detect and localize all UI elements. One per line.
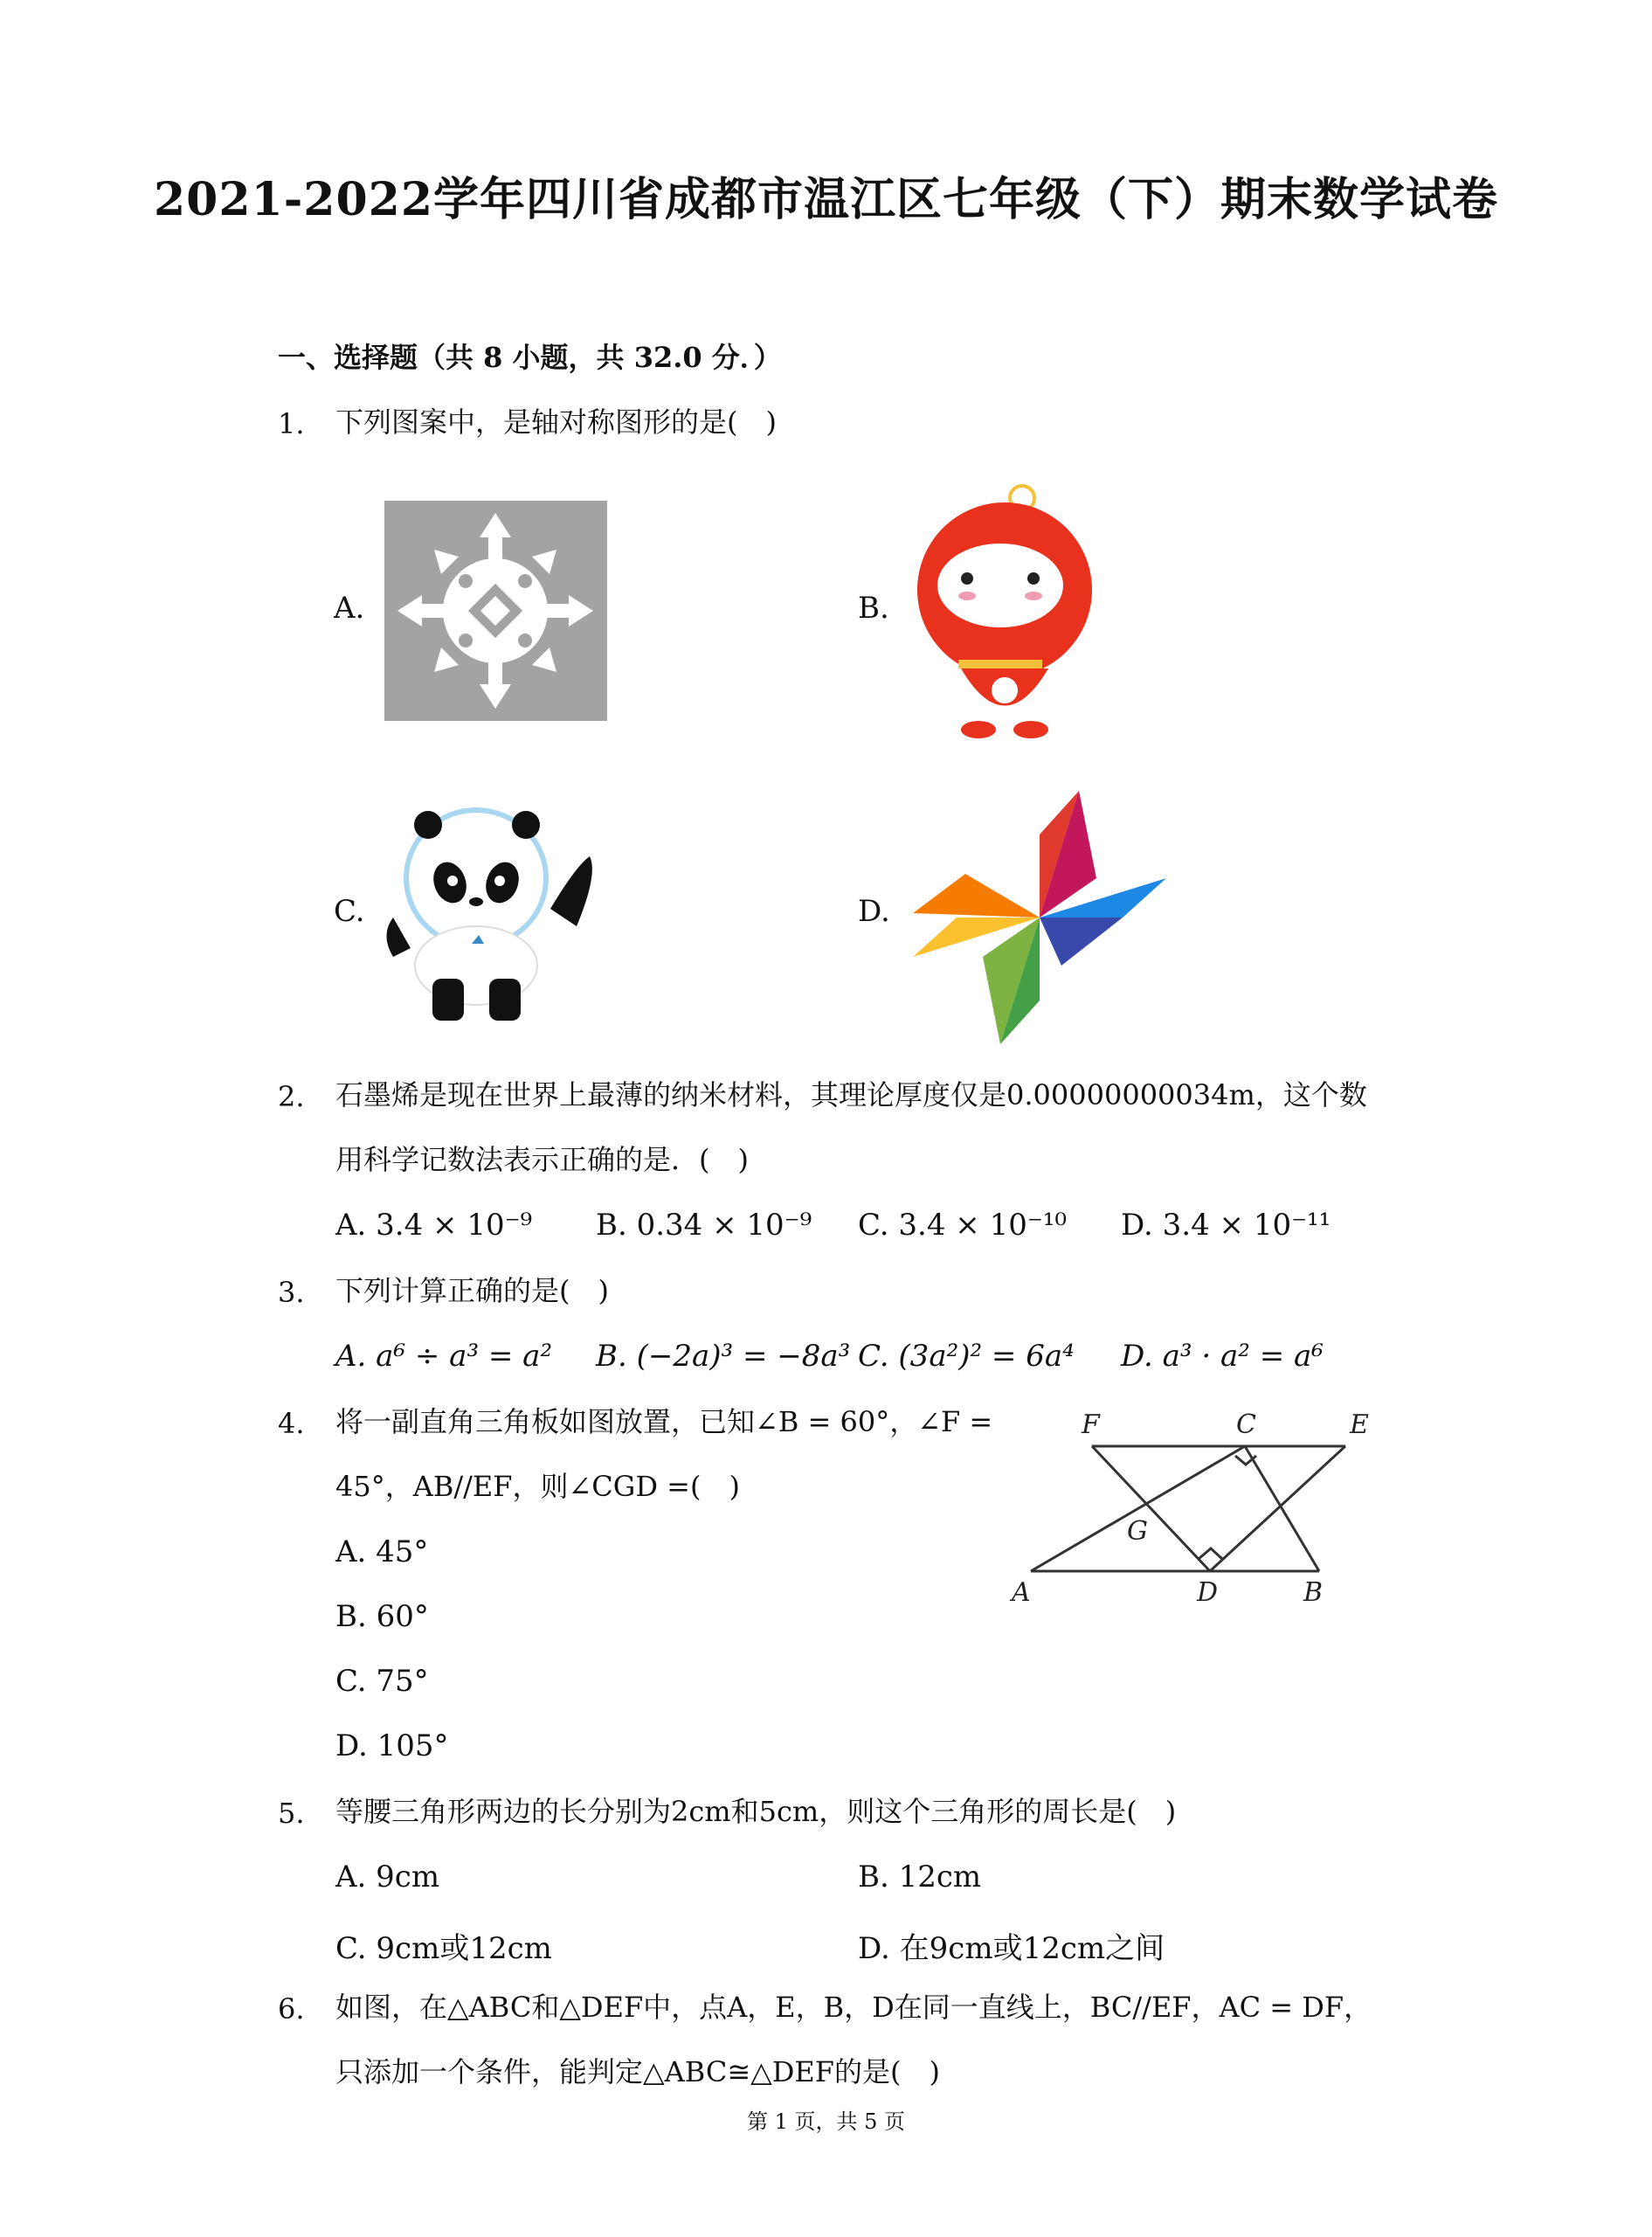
question-text: 下列图案中，是轴对称图形的是( ) bbox=[335, 405, 777, 439]
red-lantern-mascot-icon bbox=[904, 481, 1105, 746]
label-a: A bbox=[1012, 1577, 1031, 1608]
page-title: 2021-2022学年四川省成都市温江区七年级（下）期末数学试卷 bbox=[153, 173, 1499, 226]
option-d: D. 3.4 × 10⁻¹¹ bbox=[1121, 1208, 1331, 1243]
question-number: 2. bbox=[278, 1080, 305, 1113]
label-f: F bbox=[1082, 1409, 1100, 1440]
triangle-geometry-figure bbox=[996, 1398, 1389, 1620]
question-text: 将一副直角三角板如图放置，已知∠B = 60°，∠F = bbox=[335, 1405, 993, 1438]
option-d: D. 在9cm或12cm之间 bbox=[858, 1931, 1165, 1966]
option-d: D. 105° bbox=[335, 1728, 449, 1763]
option-label: A. bbox=[334, 591, 365, 626]
option-label: B. bbox=[858, 591, 889, 626]
label-c: C bbox=[1236, 1409, 1256, 1440]
snowflake-paper-cut-icon bbox=[384, 501, 607, 724]
question-text: 下列计算正确的是( ) bbox=[335, 1274, 609, 1307]
option-d: D. a³ · a² = a⁶ bbox=[1121, 1339, 1324, 1374]
option-c: C. 75° bbox=[335, 1664, 429, 1699]
pinwheel-logo-icon bbox=[913, 791, 1166, 1048]
question-text: 如图，在△ABC和△DEF中，点A，E，B，D在同一直线上，BC//EF，AC = DF， bbox=[335, 1991, 1372, 2024]
label-e: E bbox=[1350, 1409, 1369, 1440]
question-text-continued: 只添加一个条件，能判定△ABC≅△DEF的是( ) bbox=[335, 2055, 940, 2088]
section-heading: 一、选择题（共 8 小题，共 32.0 分．） bbox=[278, 341, 782, 374]
question-text-continued: 45°，AB//EF，则∠CGD =( ) bbox=[335, 1470, 740, 1503]
option-c: C. 9cm或12cm bbox=[335, 1931, 552, 1966]
option-b: B. 0.34 × 10⁻⁹ bbox=[596, 1208, 812, 1243]
question-text-continued: 用科学记数法表示正确的是．( ) bbox=[335, 1143, 749, 1176]
question-text: 石墨烯是现在世界上最薄的纳米材料，其理论厚度仅是0.00000000034m，这个数 bbox=[335, 1078, 1367, 1112]
page-footer: 第 1 页，共 5 页 bbox=[746, 2109, 906, 2134]
question-text: 等腰三角形两边的长分别为2cm和5cm，则这个三角形的周长是( ) bbox=[335, 1795, 1177, 1828]
option-c: C. (3a²)² = 6a⁴ bbox=[858, 1339, 1075, 1374]
option-b: B. (−2a)³ = −8a³ bbox=[596, 1339, 851, 1374]
question-number: 5. bbox=[278, 1797, 305, 1830]
option-a: A. 45° bbox=[335, 1534, 429, 1569]
option-b: B. 12cm bbox=[858, 1860, 982, 1894]
panda-mascot-icon bbox=[376, 804, 594, 1026]
label-g: G bbox=[1127, 1516, 1148, 1547]
option-c: C. 3.4 × 10⁻¹⁰ bbox=[858, 1208, 1068, 1243]
label-b: B bbox=[1303, 1577, 1324, 1608]
question-number: 3. bbox=[278, 1276, 305, 1309]
question-number: 1. bbox=[278, 407, 305, 440]
option-a: A. a⁶ ÷ a³ = a² bbox=[335, 1339, 553, 1374]
option-label: D. bbox=[858, 894, 890, 929]
question-number: 6. bbox=[278, 1992, 305, 2026]
option-b: B. 60° bbox=[335, 1599, 429, 1634]
option-a: A. 3.4 × 10⁻⁹ bbox=[335, 1208, 533, 1243]
option-a: A. 9cm bbox=[335, 1860, 440, 1894]
option-label: C. bbox=[334, 894, 365, 929]
label-d: D bbox=[1197, 1577, 1219, 1608]
question-number: 4. bbox=[278, 1407, 305, 1440]
